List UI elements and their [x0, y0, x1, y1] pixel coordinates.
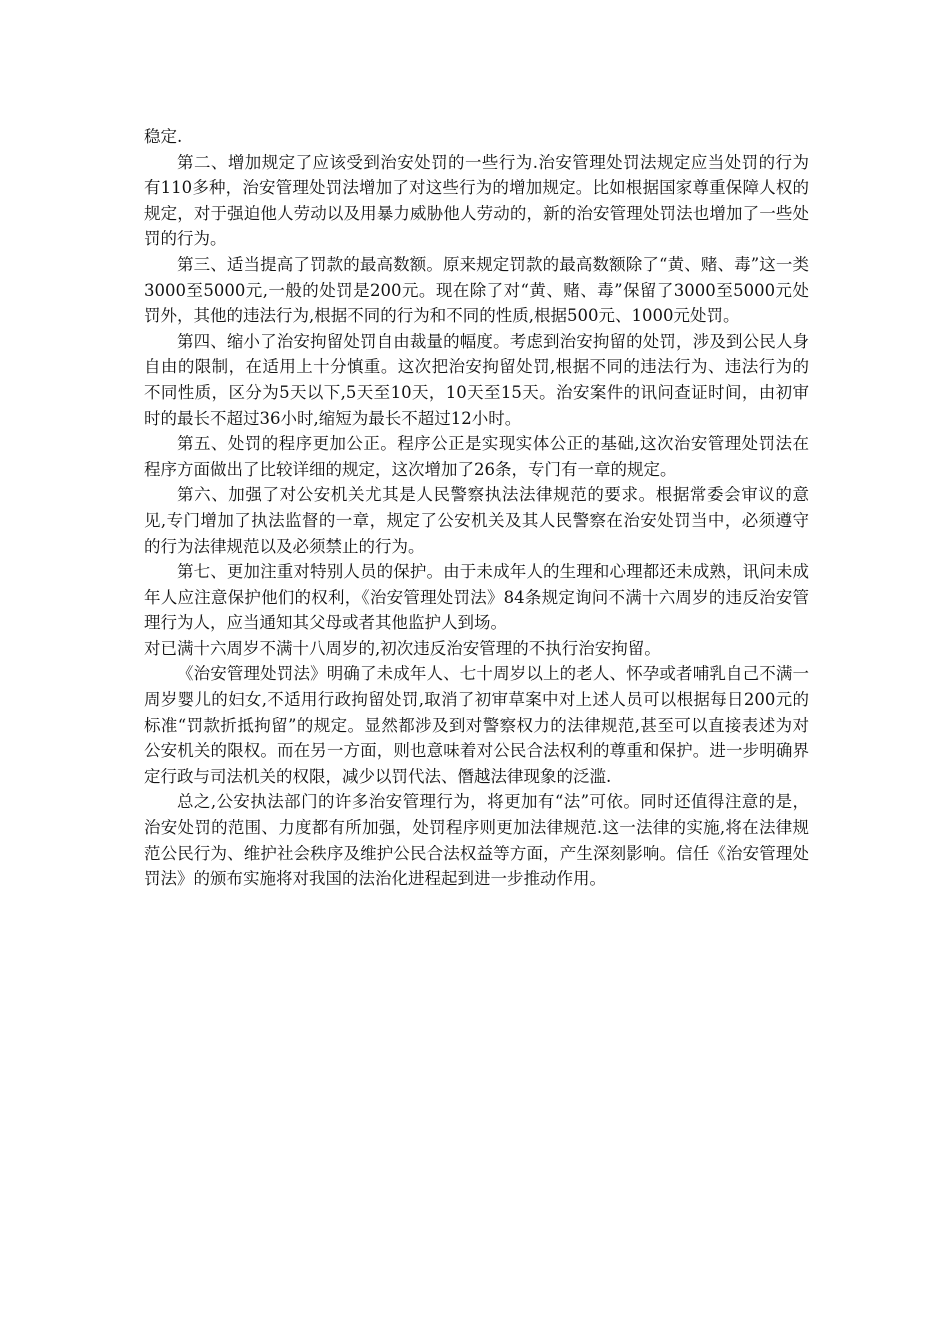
paragraph-fourth-point: 第四、缩小了治安拘留处罚自由裁量的幅度。考虑到治安拘留的处罚，涉及到公民人身自由的限制，在适用上十分慎重。这次把治安拘留处罚,根据不同的违法行为、违法行为的不同性质，区分为5天以下,5天至10天，10天至15天。治安案件的讯问查证时间，由初审时的最长不超过36小时,缩短为最长不超过12小时。 — [144, 331, 809, 428]
paragraph-law-clarification: 《治安管理处罚法》明确了未成年人、七十周岁以上的老人、怀孕或者哺乳自己不满一周岁婴儿的妇女,不适用行政拘留处罚,取消了初审草案中对上述人员可以根据每日200元的标准“罚款折抵拘留”的规定。显然都涉及到对警察权力的法律规范,甚至可以直接表述为对公安机关的限权。而在另一方面，则也意味着对公民合法权利的尊重和保护。进一步明确界定行政与司法机关的权限，减少以罚代法、僭越法律现象的泛滥. — [144, 664, 809, 786]
paragraph-conclusion: 总之,公安执法部门的许多治安管理行为，将更加有“法”可依。同时还值得注意的是，治安处罚的范围、力度都有所加强，处罚程序则更加法律规范.这一法律的实施,将在法律规范公民行为、维护社会秩序及维护公民合法权益等方面，产生深刻影响。信任《治安管理处罚法》的颁布实施将对我国的法治化进程起到进一步推动作用。 — [144, 792, 809, 889]
paragraph-continuation: 稳定. — [144, 127, 183, 146]
paragraph-seventh-point: 第七、更加注重对特别人员的保护。由于未成年人的生理和心理都还未成熟，讯问未成年人应注意保护他们的权利，《治安管理处罚法》84条规定询问不满十六周岁的违反治安管理行为人，应当通知其父母或者其他监护人到场。 — [144, 562, 809, 633]
paragraph-sixth-point: 第六、加强了对公安机关尤其是人民警察执法法律规范的要求。根据常委会审议的意见,专门增加了执法监督的一章，规定了公安机关及其人民警察在治安处罚当中，必须遵守的行为法律规范以及必须禁止的行为。 — [144, 485, 809, 556]
document-body — [144, 124, 809, 892]
paragraph-seventh-continuation: 对已满十六周岁不满十八周岁的,初次违反治安管理的不执行治安拘留。 — [144, 638, 661, 658]
paragraph-third-point: 第三、适当提高了罚款的最高数额。原来规定罚款的最高数额除了“黄、赌、毒”这一类3000至5000元,一般的处罚是200元。现在除了对“黄、赌、毒”保留了3000至5000元处罚外，其他的违法行为,根据不同的行为和不同的性质,根据500元、1000元处罚。 — [144, 254, 809, 326]
paragraph-fifth-point: 第五、处罚的程序更加公正。程序公正是实现实体公正的基础,这次治安管理处罚法在程序方面做出了比较详细的规定，这次增加了26条，专门有一章的规定。 — [144, 434, 809, 479]
paragraph-second-point: 第二、增加规定了应该受到治安处罚的一些行为.治安管理处罚法规定应当处罚的行为有110多种，治安管理处罚法增加了对这些行为的增加规定。比如根据国家尊重保障人权的规定，对于强迫他人劳动以及用暴力威胁他人劳动的，新的治安管理处罚法也增加了一些处罚的行为。 — [144, 152, 809, 249]
